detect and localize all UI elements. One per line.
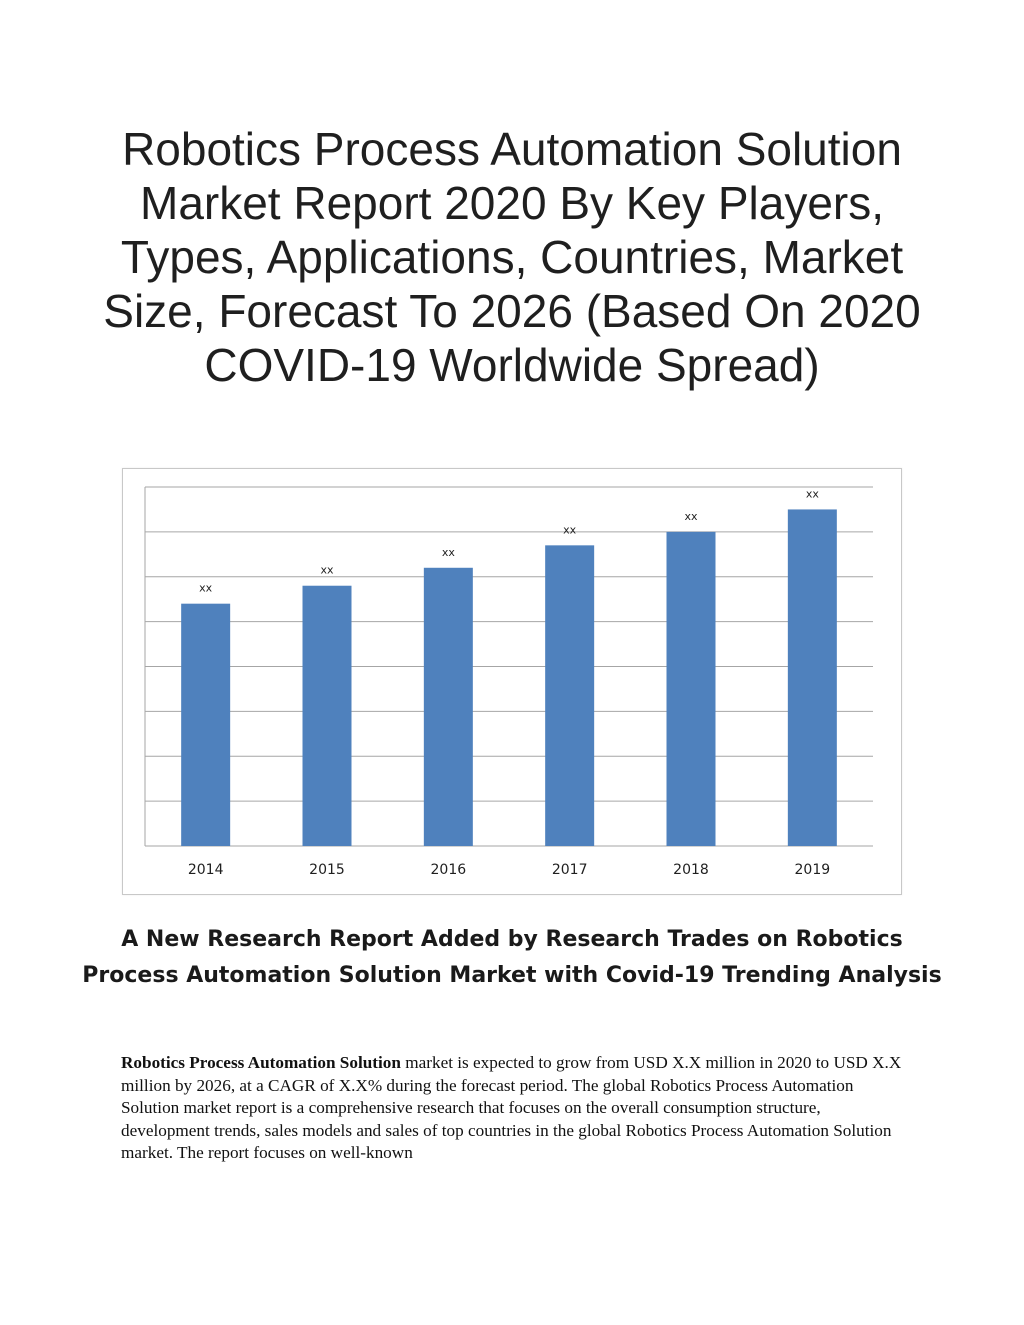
data-label-2015: xx <box>320 563 334 577</box>
bar-2014 <box>181 604 230 846</box>
data-label-2014: xx <box>199 581 213 595</box>
bar-2015 <box>303 586 352 846</box>
x-tick-2017: 2017 <box>551 862 588 878</box>
bar-2018 <box>667 532 716 846</box>
body-text: market is expected to grow from USD X.X million in 2020 to USD X.X million by 2026, at a CAGR of X.X% during the forecast period. The global Robotics Process Automation Solution market report is a comprehensive research that focuses on the overall consumption structure, development trends, sales models and sales of top countries in the global Robotics Process Automation Solution market. The report focuses on well-known <box>121 1053 902 1163</box>
page-title: Robotics Process Automation Solution Market Report 2020 By Key Players, Types, Applications, Countries, Market Size, Forecast To 2026 (Based On 2020 COVID-19 Worldwide Spread) <box>103 123 921 391</box>
gridlines <box>145 487 873 846</box>
bar-2016 <box>424 568 473 846</box>
bar-2017 <box>545 545 594 846</box>
market-chart <box>122 468 902 895</box>
data-label-2019: xx <box>805 487 819 501</box>
body-paragraph <box>121 1052 911 1165</box>
x-tick-2015: 2015 <box>309 862 345 878</box>
bar-chart-svg <box>123 469 901 894</box>
data-label-2016: xx <box>441 545 455 559</box>
x-tick-2019: 2019 <box>794 862 831 878</box>
x-tick-2018: 2018 <box>673 862 709 878</box>
bars <box>181 509 837 846</box>
x-axis-ticks <box>188 862 830 878</box>
data-label-2017: xx <box>563 523 577 537</box>
data-label-2018: xx <box>684 509 698 523</box>
body-lead-bold: Robotics Process Automation Solution <box>121 1053 401 1072</box>
bar-2019 <box>788 509 837 846</box>
report-subheading: A New Research Report Added by Research Trades on Robotics Process Automation Solution Market with Covid-19 Trending Analysis <box>82 927 942 988</box>
x-tick-2014: 2014 <box>187 862 224 878</box>
data-labels <box>199 487 819 594</box>
x-tick-2016: 2016 <box>430 862 467 878</box>
